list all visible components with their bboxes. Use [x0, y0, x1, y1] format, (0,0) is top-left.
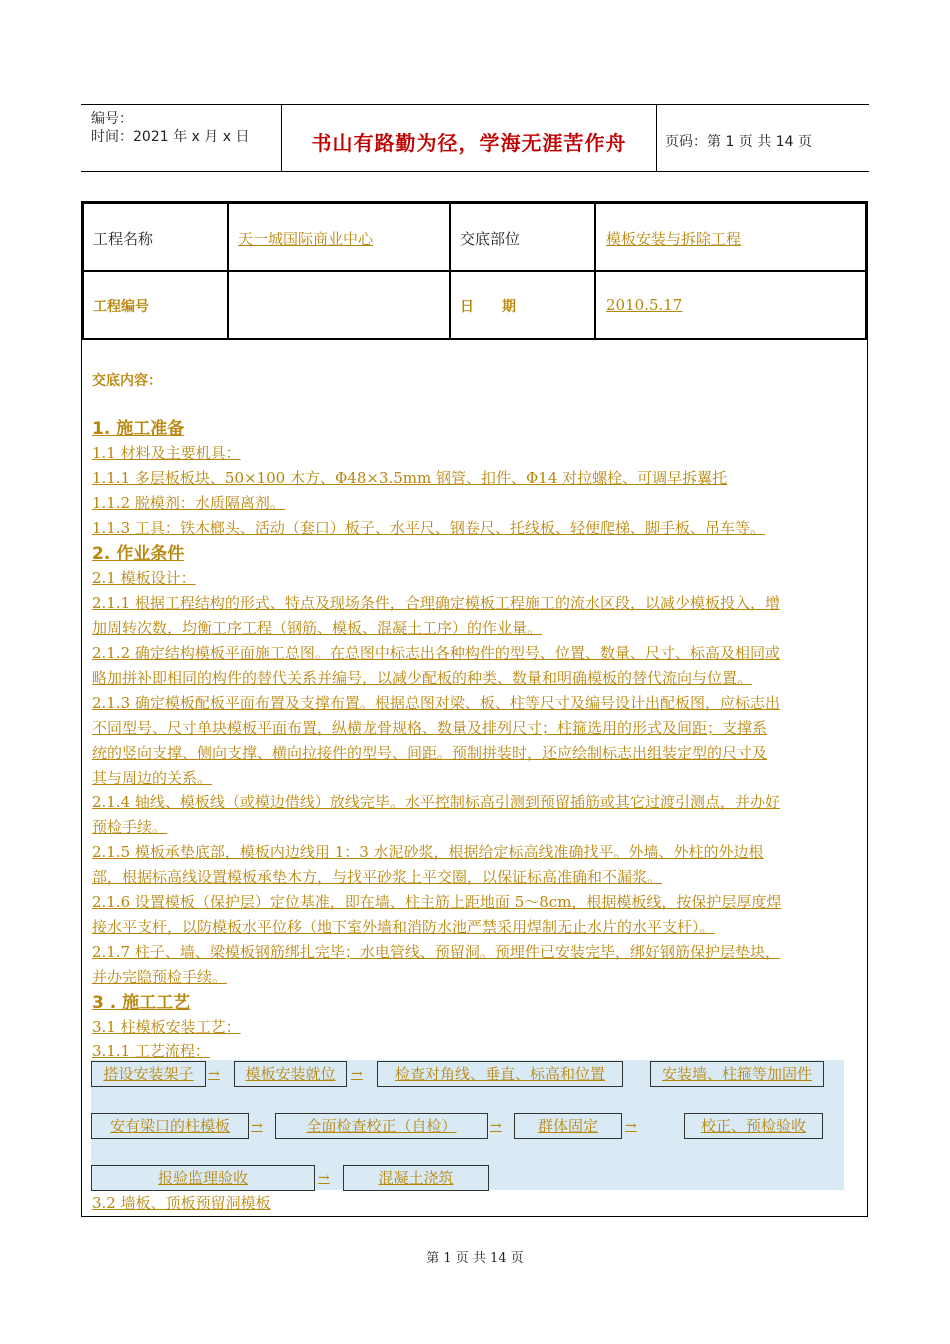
text-line: 不同型号、尺寸单块模板平面布置，纵横龙骨规格、数量及排列尺寸；柱箍选用的形式及间距；支撑系 — [92, 719, 768, 737]
flow-step: 全面检查校正（自检） — [275, 1113, 488, 1139]
flow-step: 安有梁口的柱模板 — [91, 1113, 249, 1139]
section-label: 交底部位 — [460, 230, 521, 248]
text-line: 2.1.6 设置模板（保护层）定位基准，即在墙、柱主筋上距地面 5～8cm，根据模板线，按保护层厚度焊 — [92, 893, 782, 911]
page-indicator: 页码：第 1 页 共 14 页 — [665, 134, 812, 150]
info-row-1 — [82, 202, 867, 270]
flow-step: 群体固定 — [514, 1113, 622, 1139]
project-name-value: 天一城国际商业中心 — [238, 230, 374, 248]
flow-step: 混凝土浇筑 — [343, 1165, 489, 1191]
heading-3: 3 . 施工工艺 — [92, 993, 191, 1013]
text-line: 3.1.1 工艺流程： — [92, 1042, 210, 1060]
text-line: 1.1.2 脱模剂：水质隔离剂。 — [92, 494, 285, 512]
text-line: 3.2 墙板、顶板预留洞模板 — [92, 1194, 271, 1212]
flow-step: 校正、预检验收 — [684, 1113, 823, 1139]
project-name-label: 工程名称 — [93, 230, 154, 248]
text-line: 统的竖向支撑、侧向支撑、横向拉接件的型号、间距。预制拼装时，还应绘制标志出组装定型的尺寸及 — [92, 744, 768, 762]
flow-arrow: → — [318, 1170, 330, 1186]
text-line: 2.1.5 模板承垫底部，模板内边线用 1：3 水泥砂浆，根据给定标高线准确找平。外墙、外柱的外边根 — [92, 843, 764, 861]
text-line: 并办完隐预检手续。 — [92, 968, 228, 986]
text-line: 1.1 材料及主要机具： — [92, 444, 241, 462]
info-row-2 — [82, 270, 867, 340]
flow-arrow: → — [351, 1066, 363, 1082]
content-intro: 交底内容： — [92, 373, 162, 389]
heading-1: 1. 施工准备 — [92, 419, 185, 439]
header-meta — [81, 105, 281, 171]
flow-step: 模板安装就位 — [234, 1061, 347, 1087]
text-line: 2.1.2 确定结构模板平面施工总图。在总图中标志出各种构件的型号、位置、数量、尺寸、标高及相同或 — [92, 644, 780, 662]
flow-arrow: → — [625, 1118, 637, 1134]
flow-arrow: → — [208, 1066, 220, 1082]
page-footer: 第 1 页 共 14 页 — [426, 1251, 524, 1266]
project-no-label: 工程编号 — [93, 299, 149, 315]
text-line: 加周转次数，均衡工序工程（钢筋、模板、混凝土工序）的作业量。 — [92, 619, 543, 637]
disclosure-table — [81, 201, 868, 1217]
text-line: 2.1 模板设计： — [92, 569, 196, 587]
header-page-cell — [656, 105, 869, 171]
motto: 书山有路勤为径，学海无涯苦作舟 — [311, 131, 627, 155]
text-line: 部，根据标高线设置模板承垫木方，与找平砂浆上平交圈，以保证标高准确和不漏浆。 — [92, 868, 663, 886]
page-header — [81, 104, 869, 172]
flow-arrow: → — [490, 1118, 502, 1134]
flow-step: 检查对角线、垂直、标高和位置 — [377, 1061, 623, 1087]
section-value: 模板安装与拆除工程 — [606, 230, 742, 248]
text-line: 预检手续。 — [92, 818, 168, 836]
flow-step: 安装墙、柱箍等加固件 — [650, 1061, 824, 1087]
flow-step: 搭设安装架子 — [91, 1061, 206, 1087]
date-value: 2010.5.17 — [606, 296, 683, 314]
text-line: 其与周边的关系。 — [92, 769, 213, 787]
flow-step: 报验监理验收 — [91, 1165, 315, 1191]
text-line: 2.1.3 确定模板配板平面布置及支撑布置。根据总图对梁、板、柱等尺寸及编号设计出配板图，应标志出 — [92, 694, 780, 712]
doc-code-label: 编号： — [91, 111, 133, 127]
text-line: 2.1.4 轴线、模板线（或模边借线）放线完毕。水平控制标高引测到预留插筋或其它过渡引测点，并办好 — [92, 793, 780, 811]
doc-time-label: 时间：2021 年 x 月 x 日 — [91, 129, 250, 145]
text-line: 略加拼补即相同的构件的替代关系并编号，以减少配板的种类、数量和明确模板的替代流向与位置。 — [92, 669, 753, 687]
header-motto-cell — [281, 105, 657, 171]
text-line: 2.1.1 根据工程结构的形式、特点及现场条件，合理确定模板工程施工的流水区段，以减少模板投入，增 — [92, 594, 780, 612]
flow-arrow: → — [251, 1118, 263, 1134]
text-line: 1.1.3 工具：铁木榔头、活动（套口）板子、水平尺、钢卷尺、托线板、轻便爬梯、脚手板、吊车等。 — [92, 519, 765, 537]
text-line: 2.1.7 柱子、墙、梁模板钢筋绑扎完毕；水电管线、预留洞。预埋件已安装完毕，绑好钢筋保护层垫块， — [92, 943, 780, 961]
text-line: 接水平支杆，以防模板水平位移（地下室外墙和消防水池严禁采用焊制无止水片的水平支杆）。 — [92, 918, 715, 936]
text-line: 3.1 柱模板安装工艺： — [92, 1018, 241, 1036]
text-line: 1.1.1 多层板板块、50×100 木方、Φ48×3.5mm 钢管、扣件、Φ14 对拉螺栓、可调早拆翼托 — [92, 469, 728, 487]
date-label: 日 期 — [460, 299, 516, 315]
process-flowchart — [91, 1060, 844, 1190]
heading-2: 2. 作业条件 — [92, 544, 185, 564]
